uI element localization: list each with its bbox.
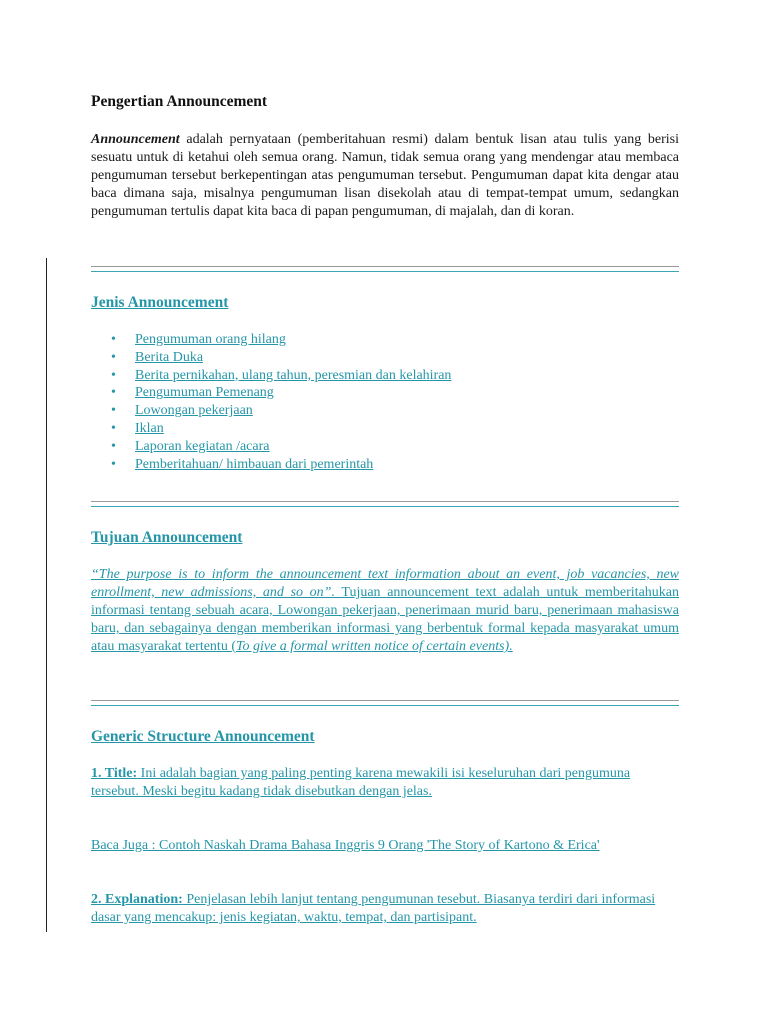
structure-item-explanation-text: Penjelasan lebih lanjut tentang pengumunan tesebut. Biasanya terdiri dari informasi dasar yang mencakup: jenis kegiatan, waktu, tempat, dan partisipant.	[91, 892, 656, 925]
list-item[interactable]: • Pengumuman Pemenang	[111, 385, 274, 401]
tujuan-text: Tujuan announcement text adalah untuk memberitahukan informasi tentang sebuah acara, Lowongan pekerjaan, penerimaan murid baru, penerimaan mahasiswa baru, dan sebagainya dengan memberikan informasi yang berbentuk formal kepada masyarakat umum atau masyarakat tertentu (	[91, 585, 679, 654]
list-item[interactable]: • Lowongan pekerjaan	[111, 403, 253, 419]
jenis-list	[111, 331, 451, 473]
tujuan-paragraph[interactable]	[91, 566, 679, 656]
intro-term: Announcement	[91, 132, 180, 147]
tujuan-quote: “The purpose is to inform the announcement text information about an event, job vacancies, new enrollment, new admissions, and so on”.	[91, 567, 679, 600]
list-item[interactable]: • Pengumuman orang hilang	[111, 332, 286, 347]
list-item[interactable]: • Iklan	[111, 420, 164, 436]
generic-heading[interactable]: Generic Structure Announcement	[91, 728, 315, 745]
list-item[interactable]: • Berita Duka	[111, 349, 204, 365]
structure-item-title-text: Ini adalah bagian yang paling penting karena mewakili isi keseluruhan dari pengumuna tersebut. Meski begitu kadang tidak disebutkan dengan jelas.	[91, 766, 631, 799]
left-margin-line	[46, 258, 47, 932]
tujuan-note: To give a formal written notice of certain events).	[235, 639, 513, 654]
structure-item-explanation-label: 2. Explanation:	[91, 892, 183, 907]
baca-juga-link[interactable]: Baca Juga : Contoh Naskah Drama Bahasa Inggris 9 Orang 'The Story of Kartono & Erica'	[91, 838, 600, 853]
tujuan-heading[interactable]: Tujuan Announcement	[91, 529, 243, 546]
section-divider-2	[91, 501, 679, 508]
intro-text: adalah pernyataan (pemberitahuan resmi) dalam bentuk lisan atau tulis yang berisi sesuatu untuk di ketahui oleh semua orang. Namun, tidak semua orang yang mendengar atau membaca pengumuman tersebut berkepentingan atas pengumuman tersebut. Pengumuman dapat kita dengar atau baca dimana saja, misalnya pengumuman lisan disekolah atau di tempat-tempat umum, sedangkan pengumuman tertulis dapat kita baca di papan pengumuman, di majalah, dan di koran.	[91, 132, 679, 219]
list-item[interactable]: • Pemberitahuan/ himbauan dari pemerintah	[111, 456, 374, 472]
structure-item-title[interactable]	[91, 765, 679, 801]
page-title: Pengertian Announcement	[91, 93, 268, 110]
structure-item-explanation[interactable]	[91, 891, 679, 927]
list-item[interactable]: • Berita pernikahan, ulang tahun, peresmian dan kelahiran	[111, 367, 452, 383]
section-divider-3	[91, 700, 679, 707]
structure-item-title-label: 1. Title:	[91, 766, 138, 781]
list-item[interactable]: • Laporan kegiatan /acara	[111, 438, 270, 454]
section-divider-1	[91, 266, 679, 273]
jenis-heading[interactable]: Jenis Announcement	[91, 294, 229, 311]
intro-paragraph	[91, 131, 679, 221]
